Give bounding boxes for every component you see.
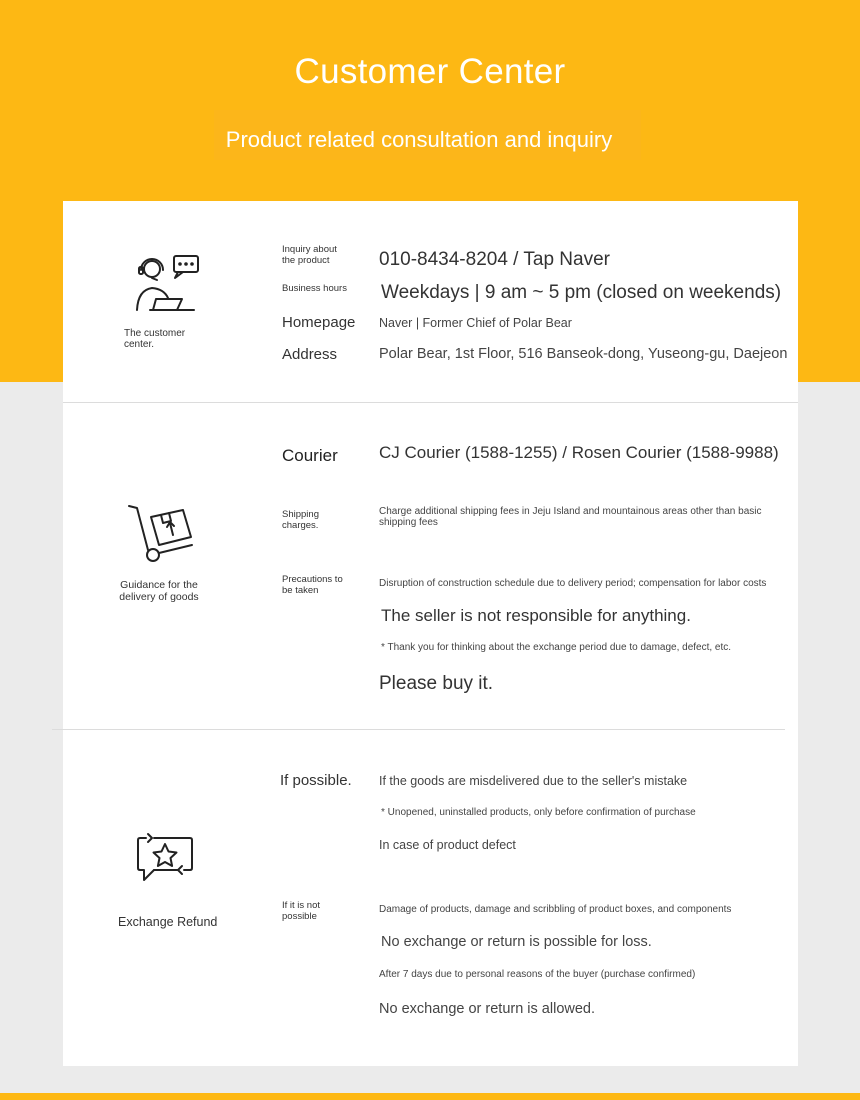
label-courier: Courier xyxy=(282,446,338,465)
not-possible-line: No exchange or return is possible for loss. xyxy=(381,934,652,950)
value-courier: CJ Courier (1588-1255) / Rosen Courier (1588-9988) xyxy=(379,443,779,462)
headset-operator-icon xyxy=(132,252,202,314)
possible-line: * Unopened, uninstalled products, only before confirmation of purchase xyxy=(381,807,696,818)
precaution-line: Disruption of construction schedule due to delivery period; compensation for labor costs xyxy=(379,578,767,589)
section-divider xyxy=(63,402,798,403)
precaution-line: Please buy it. xyxy=(379,673,494,694)
precaution-line: * Thank you for thinking about the exchange period due to damage, defect, etc. xyxy=(381,642,732,653)
value-business-hours: Weekdays | 9 am ~ 5 pm (closed on weekends) xyxy=(381,282,782,303)
label-if-not-possible: If it is not possible xyxy=(282,900,321,922)
footer-band xyxy=(0,1093,860,1100)
value-address: Polar Bear, 1st Floor, 516 Banseok-dong, Yuseong-gu, Daejeon xyxy=(379,346,788,362)
section-divider xyxy=(52,729,785,730)
label-if-possible: If possible. xyxy=(280,772,352,789)
page-subtitle: Product related consultation and inquiry xyxy=(225,127,613,152)
value-inquiry: 010-8434-8204 / Tap Naver xyxy=(379,249,610,270)
label-business-hours: Business hours xyxy=(282,283,347,294)
possible-line: In case of product defect xyxy=(379,838,516,852)
not-possible-line: No exchange or return is allowed. xyxy=(379,1001,596,1017)
hand-truck-box-icon xyxy=(126,503,196,565)
label-address: Address xyxy=(282,346,338,363)
not-possible-line: Damage of products, damage and scribbling of product boxes, and components xyxy=(379,904,732,915)
label-shipping-charges: Shipping charges. xyxy=(282,509,319,531)
label-homepage: Homepage xyxy=(282,314,356,331)
precaution-line: The seller is not responsible for anything. xyxy=(381,606,691,625)
value-homepage: Naver | Former Chief of Polar Bear xyxy=(379,316,572,330)
customer-center-caption: The customer center. xyxy=(124,328,186,350)
exchange-star-icon xyxy=(134,830,198,886)
label-inquiry: Inquiry about the product xyxy=(282,244,337,266)
exchange-caption: Exchange Refund xyxy=(118,915,218,929)
label-precautions: Precautions to be taken xyxy=(282,574,343,596)
value-shipping-charges: Charge additional shipping fees in Jeju Island and mountainous areas other than basic shipping fees xyxy=(379,506,762,528)
page-title: Customer Center xyxy=(294,52,566,91)
delivery-caption: Guidance for the delivery of goods xyxy=(119,579,199,603)
possible-line: If the goods are misdelivered due to the seller's mistake xyxy=(379,774,688,788)
not-possible-line: After 7 days due to personal reasons of the buyer (purchase confirmed) xyxy=(379,969,696,980)
